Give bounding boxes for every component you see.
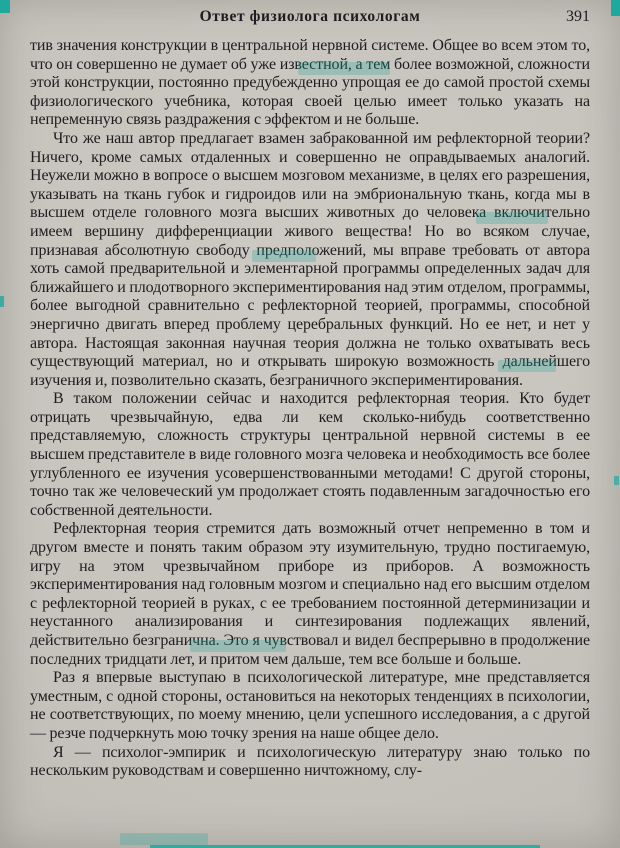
body-paragraph: Рефлекторная теория стремится дать возможный отчет непременно в том и другом вместе и понять таким образом эту изумительную, трудно постигаемую, игру на этом чрезвычайном приборе из приборов. А возможность экспериментирования над головным мозгом и специально над его высшим отделом с рефлекторной теорией в руках, с ее требованием постоянной детерминизации и неустанного анализирования и синтезирования подлежащих явлений, действительно безгранична. Это я чувствовал и видел беспрерывно в продолжение последних тридцати лет, и притом чем дальше, тем все больше и больше. xyxy=(30,520,590,668)
page-number: 391 xyxy=(566,8,590,25)
page-body xyxy=(0,32,620,781)
page-header xyxy=(0,0,620,32)
body-paragraph: тив значения конструкции в центральной нервной системе. Общее во всем этом то, что он совершенно не думает об уже известной, а тем более возможной, сложности этой конструкции, постоянно предубежденно упрощая ее до самой простой схемы физиологического учебника, которая своей целью имеет только указать на непременную связь раздражения с эффектом и не больше. xyxy=(30,37,590,129)
running-title: Ответ физиолога психологам xyxy=(199,8,421,25)
body-paragraph: Что же наш автор предлагает взамен забракованной им рефлекторной теории? Ничего, кроме самых отдаленных и совершенно не оправдываемых аналогий. Неужели можно в вопросе о высшем мозговом механизме, в целях его разрешения, указывать на ткань губок и гидроидов или на эмбриональную ткань, когда мы в высшем отделе головного мозга высших животных до человека включительно имеем вершину дифференциации живого вещества! Но во всяком случае, признавая абсолютную свободу предположений, мы вправе требовать от автора хоть самой предварительной и элементарной программы определенных задач для ближайшего и плодотворного экспериментирования над этим отделом, программы, более выгодной сравнительно с рефлекторной теорией, программы, способной энергично двигать вперед проблему церебральных функций. Но ее нет, и нет у автора. Настоящая законная научная теория должна не только охватывать весь существующий материал, но и открывать широкую возможность дальнейшего изучения и, позволительно сказать, безграничного экспериментирования. xyxy=(30,129,590,389)
scan-artifact-smudge xyxy=(120,833,208,845)
body-paragraph: Я — психолог-эмпирик и психологическую литературу знаю только по нескольким руководствам и совершенно ничтожному, слу- xyxy=(30,743,590,780)
body-paragraph: Раз я впервые выступаю в психологической литературе, мне представляется уместным, с одной стороны, остановиться на некоторых тенденциях в психологии, не соответствующих, по моему мнению, цели успешного исследования, а с другой — резче подчеркнуть мою точку зрения на наше общее дело. xyxy=(30,669,590,742)
body-paragraph: В таком положении сейчас и находится рефлекторная теория. Кто будет отрицать чрезвычайную, едва ли кем сколько-нибудь соответственно представляемую, сложность структуры центральной нервной системы в ее высшем представителе в виде головного мозга человека и необходимость все более углубленного ее изучения усовершенствованными методами! С другой стороны, точно так же человеческий ум продолжает стоять подавленным загадочностью его собственной деятельности. xyxy=(30,390,590,519)
